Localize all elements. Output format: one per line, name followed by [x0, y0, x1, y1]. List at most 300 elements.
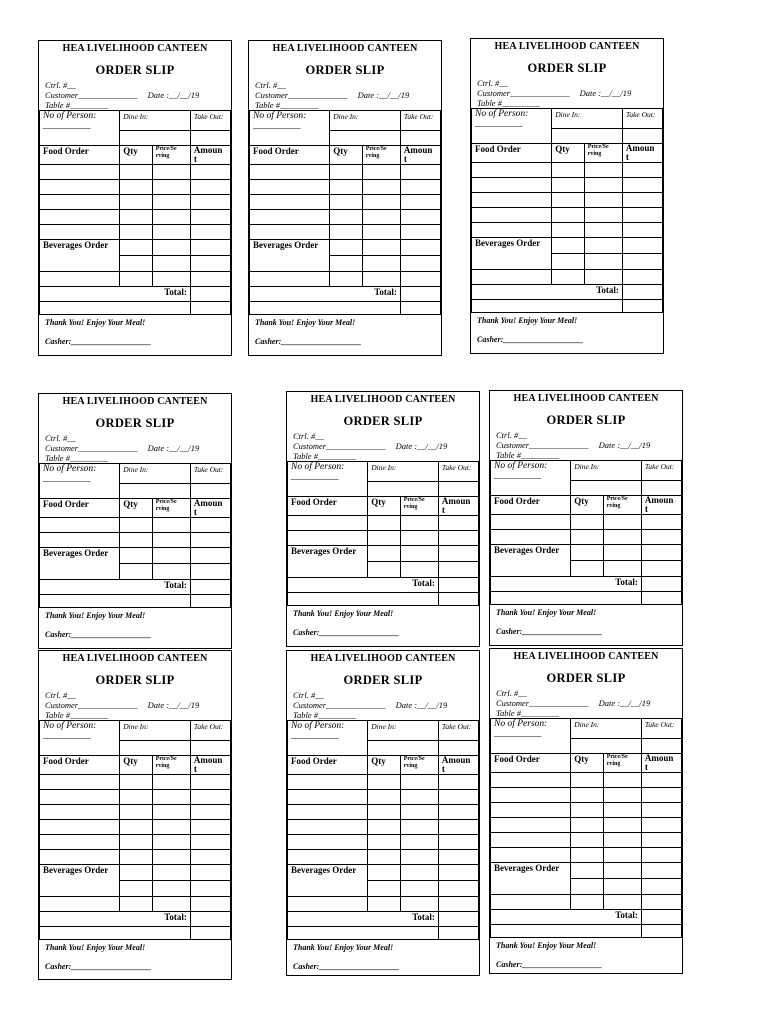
column-header-row: [40, 146, 231, 165]
beverage-rows: [40, 897, 231, 912]
order-line-row: [288, 516, 479, 531]
order-line-row: [472, 163, 663, 178]
total-row: [40, 580, 231, 595]
take-out-cell[interactable]: Take Out:: [622, 109, 662, 129]
column-header-row: [250, 146, 441, 165]
dine-in-box[interactable]: [120, 483, 191, 498]
column-header-row: [288, 497, 479, 516]
order-grid: [249, 110, 441, 315]
order-line-row: [288, 775, 479, 790]
price-header: Price/Se rving: [400, 497, 438, 516]
take-out-box[interactable]: [641, 738, 681, 753]
table-number-field[interactable]: Table #_________: [477, 98, 541, 108]
ctrl-number-field[interactable]: Ctrl. #__: [255, 80, 286, 90]
beverages-row: [40, 865, 231, 881]
slip-info: [287, 690, 479, 720]
beverages-label: Beverages Order: [43, 548, 109, 558]
order-line-row: [288, 790, 479, 805]
ctrl-number-field[interactable]: Ctrl. #__: [496, 688, 527, 698]
slip-info: [39, 433, 231, 463]
order-slip-3: [470, 38, 664, 354]
table-number-field[interactable]: Table #_________: [45, 100, 109, 110]
total-label: Total:: [615, 577, 638, 587]
date-field[interactable]: Date :__/__/19: [395, 441, 448, 451]
order-line-row: [250, 210, 441, 225]
slip-title: ORDER SLIP: [305, 63, 385, 77]
order-line-row: [40, 210, 231, 225]
beverage-rows: [472, 270, 663, 285]
amount-header: Amoun t: [438, 497, 478, 516]
slip-footer: [287, 940, 479, 973]
qty-header: Qty: [120, 499, 152, 518]
beverages-row: [40, 548, 231, 564]
order-line-row: [288, 805, 479, 820]
amount-header: Amoun t: [641, 754, 681, 773]
slip-title: ORDER SLIP: [527, 61, 607, 75]
no-of-person-cell[interactable]: No of Person: __________: [40, 721, 120, 756]
column-header-row: [491, 754, 682, 773]
casher-field[interactable]: Casher:____________________: [45, 962, 152, 971]
order-line-row: [250, 272, 441, 287]
order-line-row: [250, 195, 441, 210]
food-rows: [40, 165, 231, 240]
order-line-row: [40, 850, 231, 865]
table-number-field[interactable]: Table #_________: [255, 100, 319, 110]
food-order-header: Food Order: [491, 496, 571, 515]
order-line-row: [491, 833, 682, 848]
food-rows: [491, 773, 682, 863]
take-out-box[interactable]: [641, 480, 681, 495]
canteen-name: HEA LIVELIHOOD CANTEEN: [272, 43, 418, 54]
customer-field[interactable]: Customer______________: [293, 441, 386, 451]
date-field[interactable]: Date :__/__/19: [579, 88, 632, 98]
slip-footer: [39, 940, 231, 973]
casher-field[interactable]: Casher:____________________: [293, 628, 400, 637]
canteen-name: HEA LIVELIHOOD CANTEEN: [310, 394, 456, 405]
date-field[interactable]: Date :__/__/19: [357, 90, 410, 100]
total-amount-cell[interactable]: [190, 912, 230, 927]
qty-header: Qty: [571, 496, 603, 515]
slip-footer: [287, 606, 479, 639]
order-line-row: [491, 848, 682, 863]
person-row: [250, 111, 441, 131]
dine-in-cell[interactable]: Dine In:: [120, 721, 191, 741]
total-label: Total:: [164, 580, 187, 590]
qty-header: Qty: [120, 756, 152, 775]
order-slip-1: [38, 40, 232, 356]
order-line-row: [40, 805, 231, 820]
customer-field[interactable]: Customer______________: [45, 443, 138, 453]
dine-in-box[interactable]: [571, 738, 642, 753]
total-label: Total:: [615, 910, 638, 920]
qty-header: Qty: [368, 497, 400, 516]
take-out-box[interactable]: [622, 128, 662, 143]
total-row: [288, 912, 479, 927]
table-number-field[interactable]: Table #_________: [45, 453, 109, 463]
customer-field[interactable]: Customer______________: [255, 90, 348, 100]
beverage-rows: [250, 272, 441, 287]
thank-you-text: Thank You! Enjoy Your Meal!: [255, 318, 356, 327]
take-out-cell[interactable]: Take Out:: [438, 462, 478, 482]
order-line-row: [250, 180, 441, 195]
slip-info: [490, 430, 682, 460]
order-line-row: [250, 165, 441, 180]
total-amount-cell[interactable]: [641, 910, 681, 925]
thank-you-text: Thank You! Enjoy Your Meal!: [477, 316, 578, 325]
canteen-name: HEA LIVELIHOOD CANTEEN: [62, 43, 208, 54]
order-slip-8: [286, 650, 480, 976]
total-label: Total:: [374, 287, 397, 297]
dine-in-box[interactable]: [120, 130, 191, 145]
customer-field[interactable]: Customer______________: [496, 698, 589, 708]
date-field[interactable]: Date :__/__/19: [147, 90, 200, 100]
total-row: [40, 912, 231, 927]
column-header-row: [491, 496, 682, 515]
slip-info: [471, 78, 663, 108]
slip-info: [490, 688, 682, 718]
order-grid: [490, 460, 682, 605]
order-line-row: [40, 180, 231, 195]
food-order-header: Food Order: [472, 144, 552, 163]
take-out-box[interactable]: [190, 740, 230, 755]
food-order-header: Food Order: [288, 756, 368, 775]
qty-header: Qty: [330, 146, 362, 165]
food-order-header: Food Order: [40, 499, 120, 518]
take-out-cell[interactable]: Take Out:: [641, 461, 681, 481]
beverages-row: [288, 546, 479, 562]
slip-title: ORDER SLIP: [343, 673, 423, 687]
date-field[interactable]: Date :__/__/19: [147, 700, 200, 710]
order-line-row: [472, 178, 663, 193]
beverages-label: Beverages Order: [291, 546, 357, 556]
order-line-row: [40, 518, 231, 533]
dine-in-cell[interactable]: Dine In:: [120, 464, 191, 484]
slip-info: [39, 80, 231, 110]
price-header: Price/Se rving: [400, 756, 438, 775]
order-slip-4: [38, 393, 232, 649]
take-out-box[interactable]: [438, 481, 478, 496]
food-rows: [288, 775, 479, 865]
order-line-row: [40, 775, 231, 790]
thank-you-text: Thank You! Enjoy Your Meal!: [45, 943, 146, 952]
dine-in-cell[interactable]: Dine In:: [120, 111, 191, 131]
slip-title: ORDER SLIP: [95, 63, 175, 77]
slip-info: [287, 431, 479, 461]
order-line-row: [40, 195, 231, 210]
order-grid: [287, 461, 479, 606]
dine-in-box[interactable]: [368, 481, 439, 496]
column-header-row: [288, 756, 479, 775]
beverages-row: [288, 865, 479, 881]
price-header: Price/Se rving: [603, 496, 641, 515]
beverages-label: Beverages Order: [291, 865, 357, 875]
beverages-label: Beverages Order: [494, 545, 560, 555]
table-number-field[interactable]: Table #_________: [496, 708, 560, 718]
food-rows: [40, 518, 231, 548]
casher-field[interactable]: Casher:____________________: [45, 630, 152, 639]
food-rows: [40, 775, 231, 865]
thank-you-text: Thank You! Enjoy Your Meal!: [496, 941, 597, 950]
total-label: Total:: [412, 578, 435, 588]
total-label: Total:: [412, 912, 435, 922]
date-field[interactable]: Date :__/__/19: [395, 700, 448, 710]
person-row: [40, 464, 231, 484]
take-out-cell[interactable]: Take Out:: [190, 721, 230, 741]
amount-header: Amoun t: [190, 146, 230, 165]
take-out-box[interactable]: [438, 740, 478, 755]
person-row: [491, 461, 682, 481]
take-out-cell[interactable]: Take Out:: [438, 721, 478, 741]
food-order-header: Food Order: [40, 756, 120, 775]
food-rows: [288, 516, 479, 546]
slip-title: ORDER SLIP: [546, 671, 626, 685]
order-grid: [287, 720, 479, 940]
slip-footer: [490, 938, 682, 971]
price-header: Price/Se rving: [584, 144, 622, 163]
no-of-person-cell[interactable]: No of Person: __________: [491, 719, 571, 754]
order-line-row: [288, 531, 479, 546]
table-number-field[interactable]: Table #_________: [293, 710, 357, 720]
order-line-row: [288, 820, 479, 835]
casher-field[interactable]: Casher:____________________: [477, 335, 584, 344]
thank-you-text: Thank You! Enjoy Your Meal!: [45, 318, 146, 327]
amount-header: Amoun t: [641, 496, 681, 515]
price-header: Price/Se rving: [603, 754, 641, 773]
order-slip-2: [248, 40, 442, 356]
dine-in-cell[interactable]: Dine In:: [571, 719, 642, 739]
slip-title: ORDER SLIP: [546, 413, 626, 427]
thank-you-text: Thank You! Enjoy Your Meal!: [45, 611, 146, 620]
ctrl-number-field[interactable]: Ctrl. #__: [45, 690, 76, 700]
table-number-field[interactable]: Table #_________: [496, 450, 560, 460]
order-slip-7: [38, 650, 232, 980]
person-row: [472, 109, 663, 129]
total-amount-cell[interactable]: [190, 580, 230, 595]
total-row: [491, 910, 682, 925]
no-of-person-cell[interactable]: No of Person: __________: [40, 111, 120, 146]
amount-header: Amoun t: [622, 144, 662, 163]
dine-in-cell[interactable]: Dine In:: [368, 462, 439, 482]
order-grid: [490, 718, 682, 938]
order-line-row: [491, 895, 682, 910]
dine-in-cell[interactable]: Dine In:: [330, 111, 401, 131]
customer-field[interactable]: Customer______________: [496, 440, 589, 450]
beverages-row: [491, 863, 682, 879]
total-amount-cell[interactable]: [438, 578, 478, 593]
total-row: [40, 287, 231, 302]
total-row: [288, 578, 479, 593]
amount-header: Amoun t: [190, 499, 230, 518]
casher-field[interactable]: Casher:____________________: [496, 627, 603, 636]
table-number-field[interactable]: Table #_________: [45, 710, 109, 720]
take-out-cell[interactable]: Take Out:: [641, 719, 681, 739]
dine-in-cell[interactable]: Dine In:: [552, 109, 623, 129]
price-header: Price/Se rving: [362, 146, 400, 165]
food-rows: [250, 165, 441, 240]
order-grid: [39, 720, 231, 940]
column-header-row: [40, 499, 231, 518]
take-out-box[interactable]: [190, 483, 230, 498]
ctrl-number-field[interactable]: Ctrl. #__: [293, 431, 324, 441]
take-out-box[interactable]: [190, 130, 230, 145]
food-order-header: Food Order: [40, 146, 120, 165]
food-order-header: Food Order: [288, 497, 368, 516]
dine-in-box[interactable]: [368, 740, 439, 755]
order-line-row: [491, 773, 682, 788]
person-row: [288, 721, 479, 741]
beverage-rows: [40, 272, 231, 287]
total-amount-cell[interactable]: [622, 285, 662, 300]
qty-header: Qty: [368, 756, 400, 775]
slip-footer: [490, 605, 682, 638]
customer-field[interactable]: Customer______________: [293, 700, 386, 710]
order-line-row: [472, 270, 663, 285]
ctrl-number-field[interactable]: Ctrl. #__: [45, 80, 76, 90]
slip-title: ORDER SLIP: [95, 416, 175, 430]
amount-header: Amoun t: [190, 756, 230, 775]
no-of-person-cell[interactable]: No of Person: __________: [40, 464, 120, 499]
take-out-box[interactable]: [400, 130, 440, 145]
order-line-row: [491, 515, 682, 530]
ctrl-number-field[interactable]: Ctrl. #__: [45, 433, 76, 443]
food-rows: [472, 163, 663, 238]
order-slip-9: [489, 648, 683, 974]
order-line-row: [40, 790, 231, 805]
qty-header: Qty: [120, 146, 152, 165]
take-out-cell[interactable]: Take Out:: [190, 111, 230, 131]
order-line-row: [491, 530, 682, 545]
ctrl-number-field[interactable]: Ctrl. #__: [293, 690, 324, 700]
order-line-row: [40, 225, 231, 240]
slip-info: [249, 80, 441, 110]
dine-in-box[interactable]: [330, 130, 401, 145]
total-row: [250, 287, 441, 302]
beverages-label: Beverages Order: [253, 240, 319, 250]
take-out-cell[interactable]: Take Out:: [190, 464, 230, 484]
beverages-row: [472, 238, 663, 254]
person-row: [40, 721, 231, 741]
dine-in-cell[interactable]: Dine In:: [368, 721, 439, 741]
total-label: Total:: [164, 912, 187, 922]
date-field[interactable]: Date :__/__/19: [598, 440, 651, 450]
order-line-row: [472, 193, 663, 208]
slip-title: ORDER SLIP: [343, 414, 423, 428]
no-of-person-cell[interactable]: No of Person: __________: [250, 111, 330, 146]
beverages-row: [250, 240, 441, 256]
food-order-header: Food Order: [250, 146, 330, 165]
canteen-name: HEA LIVELIHOOD CANTEEN: [513, 651, 659, 662]
order-line-row: [288, 835, 479, 850]
canteen-name: HEA LIVELIHOOD CANTEEN: [310, 653, 456, 664]
no-of-person-cell[interactable]: No of Person: __________: [288, 721, 368, 756]
no-of-person-cell[interactable]: No of Person: __________: [288, 462, 368, 497]
food-order-header: Food Order: [491, 754, 571, 773]
date-field[interactable]: Date :__/__/19: [147, 443, 200, 453]
order-line-row: [491, 818, 682, 833]
order-grid: [39, 110, 231, 315]
customer-field[interactable]: Customer______________: [45, 90, 138, 100]
order-slip-6: [489, 390, 683, 646]
total-label: Total:: [164, 287, 187, 297]
dine-in-cell[interactable]: Dine In:: [571, 461, 642, 481]
no-of-person-cell[interactable]: No of Person: __________: [472, 109, 552, 144]
total-amount-cell[interactable]: [641, 577, 681, 592]
order-line-row: [40, 165, 231, 180]
ctrl-number-field[interactable]: Ctrl. #__: [477, 78, 508, 88]
slip-footer: [39, 608, 231, 641]
person-row: [491, 719, 682, 739]
thank-you-text: Thank You! Enjoy Your Meal!: [496, 608, 597, 617]
total-label: Total:: [596, 285, 619, 295]
no-of-person-cell[interactable]: No of Person: __________: [491, 461, 571, 496]
order-line-row: [472, 208, 663, 223]
order-grid: [471, 108, 663, 313]
order-line-row: [491, 788, 682, 803]
price-header: Price/Se rving: [152, 146, 190, 165]
slip-title: ORDER SLIP: [95, 673, 175, 687]
casher-field[interactable]: Casher:____________________: [496, 960, 603, 969]
order-line-row: [40, 272, 231, 287]
total-amount-cell[interactable]: [438, 912, 478, 927]
order-line-row: [40, 897, 231, 912]
casher-field[interactable]: Casher:____________________: [293, 962, 400, 971]
price-header: Price/Se rving: [152, 756, 190, 775]
total-amount-cell[interactable]: [400, 287, 440, 302]
qty-header: Qty: [571, 754, 603, 773]
beverages-label: Beverages Order: [43, 865, 109, 875]
order-line-row: [250, 225, 441, 240]
canteen-name: HEA LIVELIHOOD CANTEEN: [513, 393, 659, 404]
ctrl-number-field[interactable]: Ctrl. #__: [496, 430, 527, 440]
order-line-row: [40, 835, 231, 850]
total-amount-cell[interactable]: [190, 287, 230, 302]
casher-field[interactable]: Casher:____________________: [255, 337, 362, 346]
order-line-row: [288, 850, 479, 865]
beverage-rows: [491, 895, 682, 910]
beverages-label: Beverages Order: [494, 863, 560, 873]
dine-in-box[interactable]: [571, 480, 642, 495]
total-row: [472, 285, 663, 300]
customer-field[interactable]: Customer______________: [477, 88, 570, 98]
amount-header: Amoun t: [438, 756, 478, 775]
canteen-name: HEA LIVELIHOOD CANTEEN: [494, 41, 640, 52]
dine-in-box[interactable]: [120, 740, 191, 755]
price-header: Price/Se rving: [152, 499, 190, 518]
slip-footer: [249, 315, 441, 348]
column-header-row: [40, 756, 231, 775]
beverages-row: [40, 240, 231, 256]
casher-field[interactable]: Casher:____________________: [45, 337, 152, 346]
order-line-row: [491, 803, 682, 818]
column-header-row: [472, 144, 663, 163]
canteen-name: HEA LIVELIHOOD CANTEEN: [62, 653, 208, 664]
beverages-row: [491, 545, 682, 561]
order-line-row: [40, 820, 231, 835]
slip-footer: [471, 313, 663, 346]
beverages-label: Beverages Order: [43, 240, 109, 250]
beverages-label: Beverages Order: [475, 238, 541, 248]
total-row: [491, 577, 682, 592]
dine-in-box[interactable]: [552, 128, 623, 143]
customer-field[interactable]: Customer______________: [45, 700, 138, 710]
order-grid: [39, 463, 231, 608]
date-field[interactable]: Date :__/__/19: [598, 698, 651, 708]
take-out-cell[interactable]: Take Out:: [400, 111, 440, 131]
order-line-row: [472, 223, 663, 238]
table-number-field[interactable]: Table #_________: [293, 451, 357, 461]
thank-you-text: Thank You! Enjoy Your Meal!: [293, 943, 394, 952]
qty-header: Qty: [552, 144, 584, 163]
